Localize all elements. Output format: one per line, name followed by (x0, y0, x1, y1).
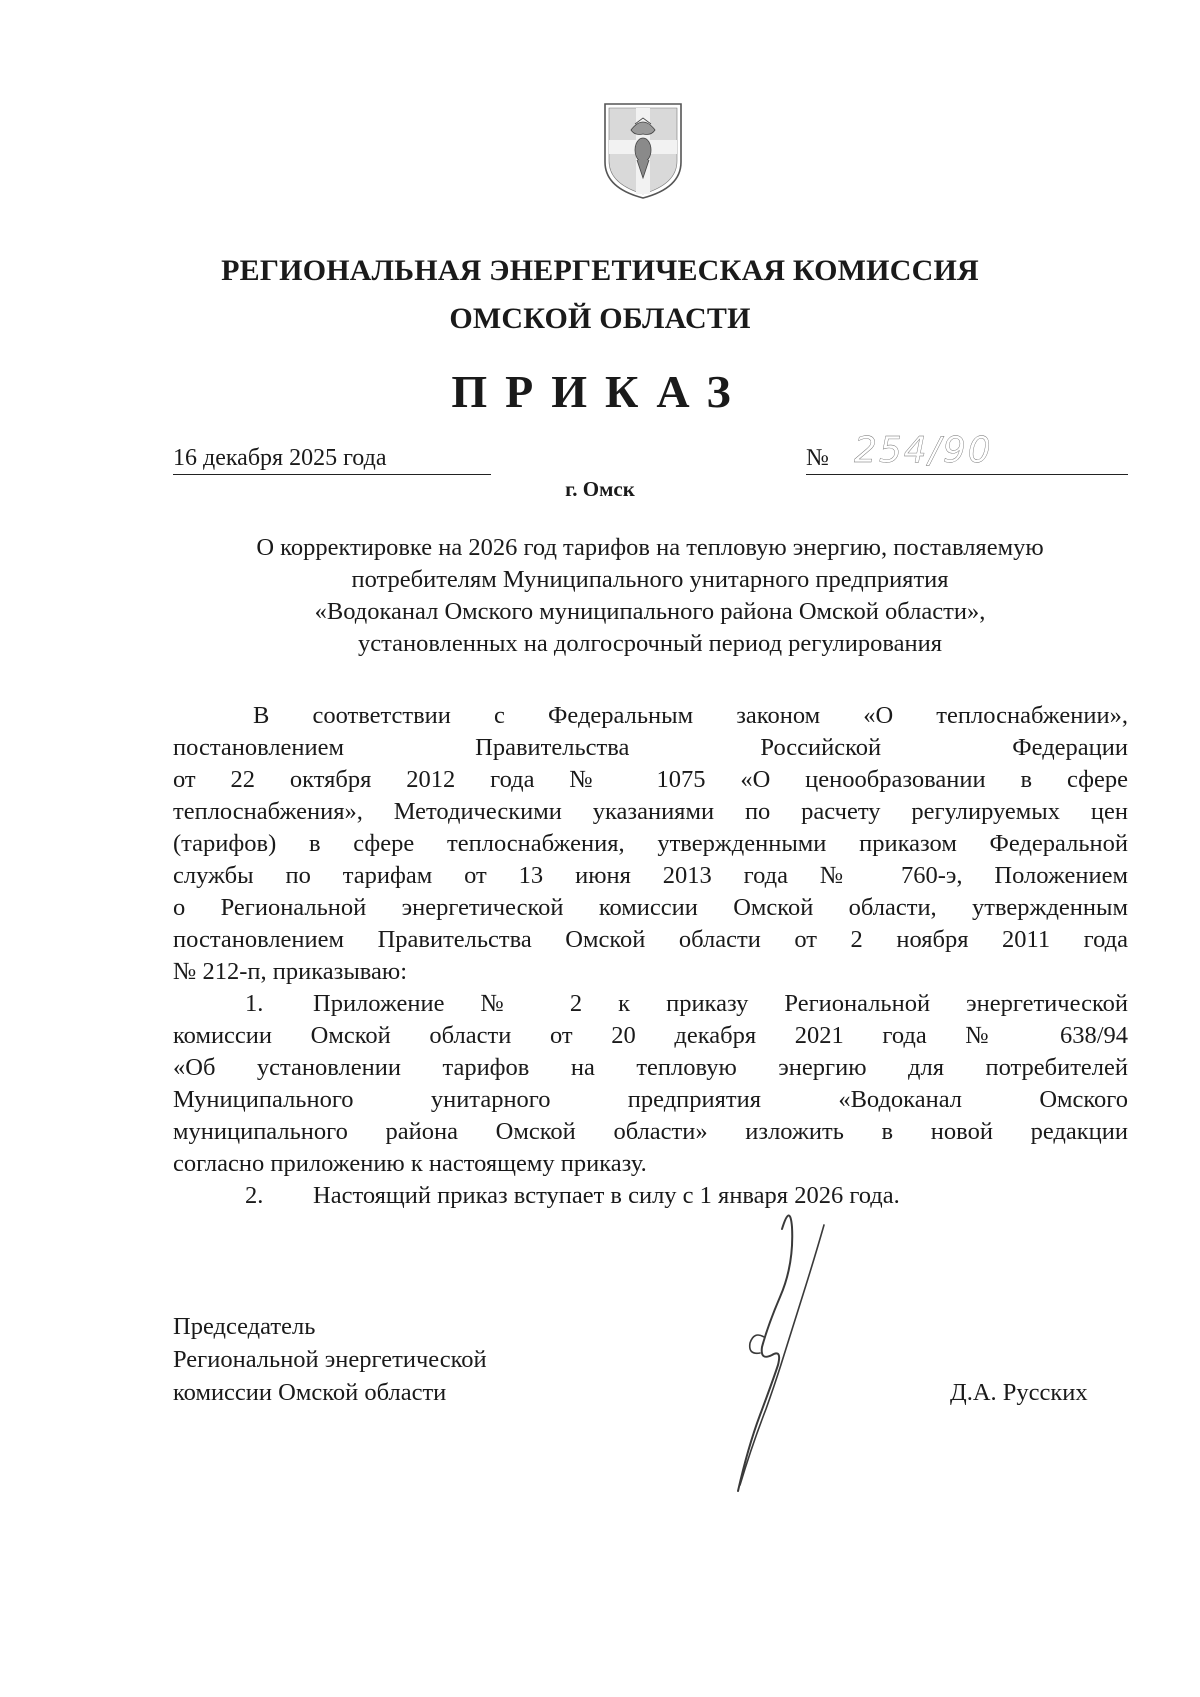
preamble-line: от 22 октября 2012 года № 1075 «О ценообразовании в сфере (173, 766, 1128, 793)
handwritten-signature-icon (720, 1205, 880, 1505)
subject-line: потребителям Муниципального унитарного предприятия (351, 566, 949, 593)
document-number-field (806, 432, 1128, 475)
order-item-line (173, 1180, 1128, 1212)
signer-position-line: Региональной энергетической (173, 1346, 487, 1373)
order-item-text: Настоящий приказ вступает в силу с 1 января 2026 года. (313, 1182, 900, 1209)
order-item-line: муниципального района Омской области» изложить в новой редакции (173, 1118, 1128, 1145)
preamble-line: № 212-п, приказываю: (173, 958, 408, 985)
organization-title-line-1: РЕГИОНАЛЬНАЯ ЭНЕРГЕТИЧЕСКАЯ КОМИССИЯ (221, 254, 979, 287)
document-subject (180, 532, 1120, 660)
document-date: 16 декабря 2025 года (173, 442, 491, 475)
signer-position-line: Председатель (173, 1313, 316, 1340)
order-item-line: согласно приложению к настоящему приказу. (173, 1150, 647, 1177)
preamble-line: В соответствии с Федеральным законом «О теплоснабжении», (253, 702, 1128, 729)
order-item-number: 1. (245, 990, 264, 1017)
subject-line: О корректировке на 2026 год тарифов на тепловую энергию, поставляемую (256, 534, 1044, 561)
subject-line: установленных на долгосрочный период регулирования (358, 630, 942, 657)
document-city: г. Омск (565, 477, 635, 501)
handwritten-document-number: 254/90 (854, 430, 993, 471)
order-item-line: Муниципального унитарного предприятия «Водоканал Омского (173, 1086, 1128, 1113)
preamble-line: (тарифов) в сфере теплоснабжения, утвержденными приказом Федеральной (173, 830, 1128, 857)
preamble-paragraph (173, 700, 1128, 988)
order-item-text: Приложение № 2 к приказу Региональной энергетической (313, 990, 1128, 1017)
order-item-line (173, 988, 1128, 1020)
order-item-1 (173, 988, 1128, 1180)
preamble-line: теплоснабжения», Методическими указаниями по расчету регулируемых цен (173, 798, 1128, 825)
signer-position-line: комиссии Омской области (173, 1379, 447, 1406)
order-item-2 (173, 1180, 1128, 1212)
organization-title-line-2: ОМСКОЙ ОБЛАСТИ (449, 302, 751, 335)
preamble-line: постановлением Правительства Омской области от 2 ноября 2011 года (173, 926, 1128, 953)
preamble-line: службы по тарифам от 13 июня 2013 года № 760-э, Положением (173, 862, 1128, 889)
signer-name: Д.А. Русских (950, 1379, 1088, 1406)
order-item-number: 2. (245, 1182, 264, 1209)
document-type-title: ПРИКАЗ (451, 366, 749, 417)
order-item-line: комиссии Омской области от 20 декабря 2021 года № 638/94 (173, 1022, 1128, 1049)
number-sign: № (806, 445, 829, 471)
coat-of-arms-icon (601, 100, 685, 202)
signer-position (173, 1310, 487, 1409)
preamble-line: о Региональной энергетической комиссии Омской области, утвержденным (173, 894, 1128, 921)
subject-line: «Водоканал Омского муниципального района Омской области», (314, 598, 986, 625)
order-item-line: «Об установлении тарифов на тепловую энергию для потребителей (173, 1054, 1128, 1081)
preamble-line: постановлением Правительства Российской Федерации (173, 734, 1128, 761)
